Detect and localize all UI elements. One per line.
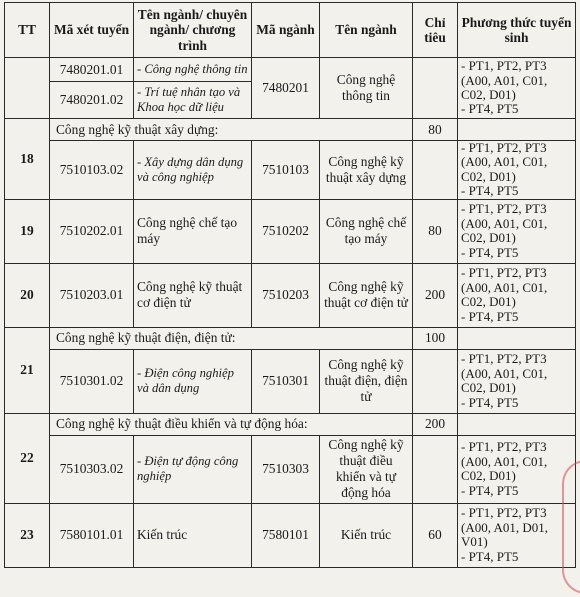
program-cell: Công nghệ chế tạo máy bbox=[134, 199, 252, 263]
header-phuong-thuc: Phương thức tuyển sinh bbox=[458, 3, 576, 58]
table-row bbox=[5, 199, 576, 263]
admission-table bbox=[4, 2, 576, 568]
group-quota-cell: 100 bbox=[413, 327, 458, 349]
header-ten-nganh: Tên ngành bbox=[320, 3, 413, 58]
major-code-cell: 7480201 bbox=[252, 58, 320, 119]
major-code-cell: 7510303 bbox=[252, 435, 320, 503]
header-chi-tieu: Chỉ tiêu bbox=[413, 3, 458, 58]
table-row bbox=[5, 349, 576, 413]
method-cell: - PT1, PT2, PT3 (A00, A01, C01, C02, D01) - PT4, PT5 bbox=[458, 263, 576, 327]
group-name-cell: Công nghệ kỹ thuật xây dựng: bbox=[50, 119, 413, 141]
table-row bbox=[5, 435, 576, 503]
group-quota-cell: 80 bbox=[413, 119, 458, 141]
quota-cell: 60 bbox=[413, 503, 458, 567]
program-cell: Công nghệ kỹ thuật cơ điện tử bbox=[134, 263, 252, 327]
major-code-cell: 7510301 bbox=[252, 349, 320, 413]
major-name-cell: Công nghệ kỹ thuật xây dựng bbox=[320, 141, 413, 200]
tt-cell: 19 bbox=[5, 199, 50, 263]
group-row bbox=[5, 119, 576, 141]
code-cell: 7480201.02 bbox=[50, 82, 134, 119]
method-cell: - PT1, PT2, PT3 (A00, A01, C01, C02, D01) - PT4, PT5 bbox=[458, 199, 576, 263]
header-ma-nganh: Mã ngành bbox=[252, 3, 320, 58]
method-cell: - PT1, PT2, PT3 (A00, A01, C01, C02, D01) - PT4, PT5 bbox=[458, 141, 576, 200]
group-method-cell bbox=[458, 413, 576, 435]
program-cell: - Điện công nghiệp và dân dụng bbox=[134, 349, 252, 413]
major-code-cell: 7510203 bbox=[252, 263, 320, 327]
header-ma-xet-tuyen: Mã xét tuyển bbox=[50, 3, 134, 58]
quota-cell: 200 bbox=[413, 263, 458, 327]
group-name-cell: Công nghệ kỹ thuật điện, điện tử: bbox=[50, 327, 413, 349]
method-cell: - PT1, PT2, PT3 (A00, A01, C01, C02, D01) - PT4, PT5 bbox=[458, 349, 576, 413]
code-cell: 7510301.02 bbox=[50, 349, 134, 413]
method-cell: - PT1, PT2, PT3 (A00, A01, C01, C02, D01) - PT4, PT5 bbox=[458, 58, 576, 119]
group-row bbox=[5, 413, 576, 435]
header-ten-nganh-chuong-trinh: Tên ngành/ chuyên ngành/ chương trình bbox=[134, 3, 252, 58]
major-name-cell: Công nghệ chế tạo máy bbox=[320, 199, 413, 263]
program-cell: - Công nghệ thông tin bbox=[134, 58, 252, 82]
code-cell: 7510303.02 bbox=[50, 435, 134, 503]
major-name-cell: Công nghệ kỹ thuật điện, điện tử bbox=[320, 349, 413, 413]
header-row bbox=[5, 3, 576, 58]
quota-cell bbox=[413, 58, 458, 119]
tt-cell bbox=[5, 58, 50, 119]
group-row bbox=[5, 327, 576, 349]
red-stamp-edge bbox=[562, 460, 580, 594]
quota-cell bbox=[413, 141, 458, 200]
major-code-cell: 7510202 bbox=[252, 199, 320, 263]
major-name-cell: Kiến trúc bbox=[320, 503, 413, 567]
major-code-cell: 7580101 bbox=[252, 503, 320, 567]
code-cell: 7480201.01 bbox=[50, 58, 134, 82]
quota-cell bbox=[413, 435, 458, 503]
table-row bbox=[5, 503, 576, 567]
group-name-cell: Công nghệ kỹ thuật điều khiển và tự động hóa: bbox=[50, 413, 413, 435]
program-cell: - Xây dựng dân dụng và công nghiệp bbox=[134, 141, 252, 200]
program-cell: - Điện tự động công nghiệp bbox=[134, 435, 252, 503]
program-cell: - Trí tuệ nhân tạo và Khoa học dữ liệu bbox=[134, 82, 252, 119]
group-method-cell bbox=[458, 119, 576, 141]
tt-cell: 20 bbox=[5, 263, 50, 327]
quota-cell: 80 bbox=[413, 199, 458, 263]
method-cell: - PT1, PT2, PT3 (A00, A01, D01, V01) - PT4, PT5 bbox=[458, 503, 576, 567]
code-cell: 7510103.02 bbox=[50, 141, 134, 200]
major-name-cell: Công nghệ thông tin bbox=[320, 58, 413, 119]
major-name-cell: Công nghệ kỹ thuật điều khiển và tự động hóa bbox=[320, 435, 413, 503]
table-row bbox=[5, 58, 576, 82]
tt-cell: 22 bbox=[5, 413, 50, 503]
quota-cell bbox=[413, 349, 458, 413]
major-name-cell: Công nghệ kỹ thuật cơ điện tử bbox=[320, 263, 413, 327]
code-cell: 7580101.01 bbox=[50, 503, 134, 567]
tt-cell: 18 bbox=[5, 119, 50, 200]
program-cell: Kiến trúc bbox=[134, 503, 252, 567]
code-cell: 7510203.01 bbox=[50, 263, 134, 327]
group-quota-cell: 200 bbox=[413, 413, 458, 435]
major-code-cell: 7510103 bbox=[252, 141, 320, 200]
tt-cell: 23 bbox=[5, 503, 50, 567]
header-tt: TT bbox=[5, 3, 50, 58]
table-row bbox=[5, 141, 576, 200]
table-row bbox=[5, 263, 576, 327]
tt-cell: 21 bbox=[5, 327, 50, 413]
group-method-cell bbox=[458, 327, 576, 349]
code-cell: 7510202.01 bbox=[50, 199, 134, 263]
method-cell: - PT1, PT2, PT3 (A00, A01, C01, C02, D01) - PT4, PT5 bbox=[458, 435, 576, 503]
